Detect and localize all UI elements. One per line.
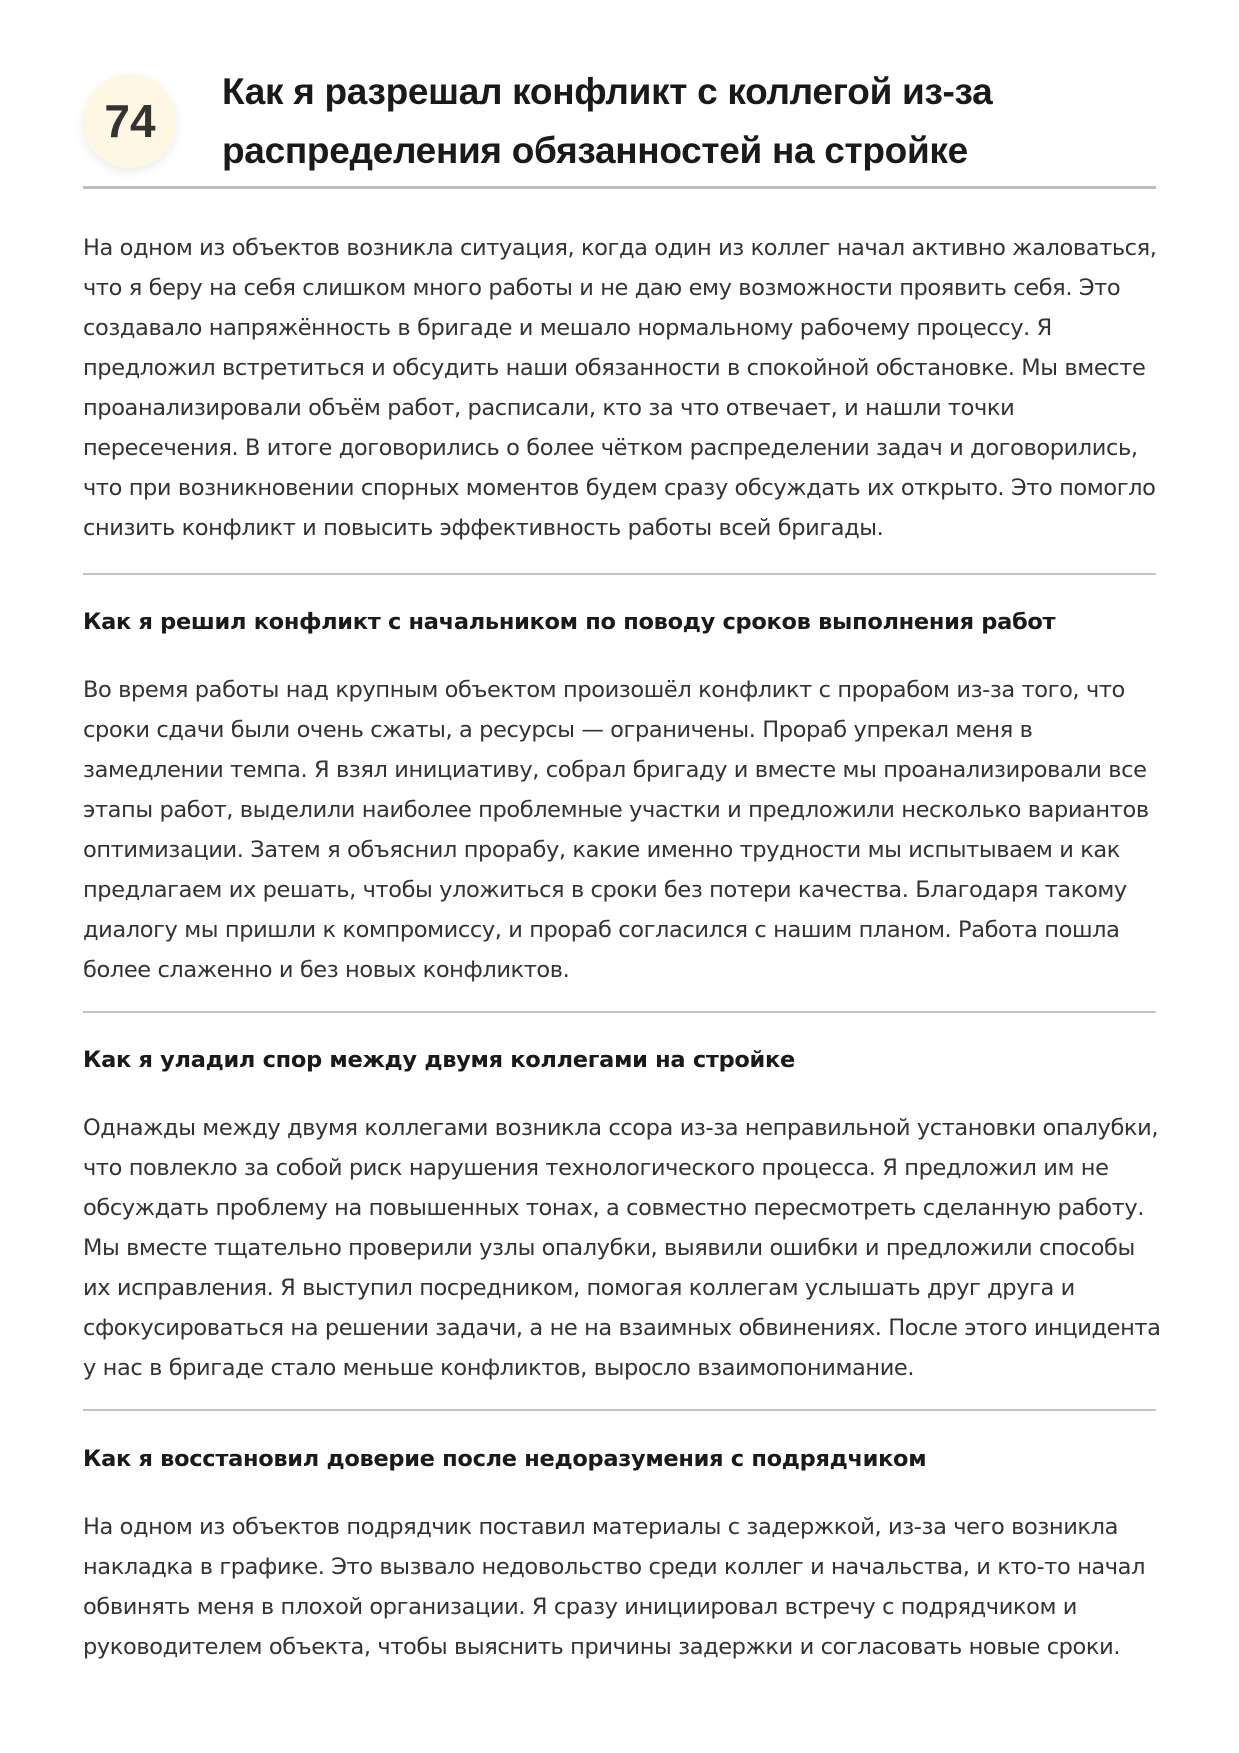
text-line: проанализировали объём работ, расписали, кто за что отвечает, и нашли точки: [83, 395, 1015, 421]
document-page: [83, 0, 1161, 1660]
section-divider: [83, 573, 1156, 575]
text-line: создавало напряжённость в бригаде и мешало нормальному рабочему процессу. Я: [83, 315, 1052, 341]
text-line: их исправления. Я выступил посредником, помогая коллегам услышать друг друга и: [83, 1275, 1075, 1301]
section-paragraph: [83, 1507, 1145, 1667]
text-line: предлагаем их решать, чтобы уложиться в сроки без потери качества. Благодаря такому: [83, 877, 1127, 903]
chapter-title-line: Как я разрешал конфликт с коллегой из-за: [222, 71, 993, 112]
text-line: оптимизации. Затем я объяснил прорабу, какие именно трудности мы испытываем и как: [83, 837, 1120, 863]
text-line: На одном из объектов возникла ситуация, когда один из коллег начал активно жаловаться,: [83, 235, 1157, 261]
text-line: что повлекло за собой риск нарушения технологического процесса. Я предложил им не: [83, 1155, 1109, 1181]
text-line: диалогу мы пришли к компромиссу, и прораб согласился с нашим планом. Работа пошла: [83, 917, 1120, 943]
text-line: у нас в бригаде стало меньше конфликтов, выросло взаимопонимание.: [83, 1355, 915, 1381]
chapter-header: [83, 0, 1156, 188]
text-line: что я беру на себя слишком много работы и не даю ему возможности проявить себя. Это: [83, 275, 1121, 301]
chapter-title-line: распределения обязанностей на стройке: [222, 130, 968, 171]
section-heading: Как я восстановил доверие после недоразумения с подрядчиком: [83, 1446, 927, 1472]
section-heading: Как я уладил спор между двумя коллегами на стройке: [83, 1047, 795, 1073]
text-line: что при возникновении спорных моментов будем сразу обсуждать их открыто. Это помогло: [83, 475, 1156, 501]
text-line: Во время работы над крупным объектом произошёл конфликт с прорабом из-за того, что: [83, 677, 1125, 703]
text-line: предложил встретиться и обсудить наши обязанности в спокойной обстановке. Мы вместе: [83, 355, 1146, 381]
section-paragraph: [83, 670, 1149, 990]
chapter-title: [222, 62, 1162, 180]
text-line: более слаженно и без новых конфликтов.: [83, 957, 570, 983]
section-paragraph: [83, 1108, 1161, 1388]
text-line: руководителем объекта, чтобы выяснить причины задержки и согласовать новые сроки.: [83, 1634, 1121, 1660]
chapter-number-badge: 74: [83, 74, 177, 168]
text-line: накладка в графике. Это вызвало недовольство среди коллег и начальства, и кто-то начал: [83, 1554, 1146, 1580]
text-line: сроки сдачи были очень сжаты, а ресурсы — ограничены. Прораб упрекал меня в: [83, 717, 1033, 743]
intro-paragraph: [83, 228, 1157, 548]
text-line: сфокусироваться на решении задачи, а не на взаимных обвинениях. После этого инцидента: [83, 1315, 1161, 1341]
text-line: обсуждать проблему на повышенных тонах, а совместно пересмотреть сделанную работу.: [83, 1195, 1145, 1221]
text-line: Мы вместе тщательно проверили узлы опалубки, выявили ошибки и предложили способы: [83, 1235, 1135, 1261]
text-line: обвинять меня в плохой организации. Я сразу инициировал встречу с подрядчиком и: [83, 1594, 1078, 1620]
section-heading: Как я решил конфликт с начальником по поводу сроков выполнения работ: [83, 609, 1056, 635]
text-line: замедлении темпа. Я взял инициативу, собрал бригаду и вместе мы проанализировали все: [83, 757, 1147, 783]
text-line: На одном из объектов подрядчик поставил материалы с задержкой, из-за чего возникла: [83, 1514, 1118, 1540]
text-line: этапы работ, выделили наиболее проблемные участки и предложили несколько вариантов: [83, 797, 1149, 823]
section-divider: [83, 1409, 1156, 1411]
text-line: Однажды между двумя коллегами возникла ссора из-за неправильной установки опалубки,: [83, 1115, 1159, 1141]
title-divider: [83, 186, 1156, 189]
text-line: пересечения. В итоге договорились о более чётком распределении задач и договорились,: [83, 435, 1138, 461]
section-divider: [83, 1011, 1156, 1013]
text-line: снизить конфликт и повысить эффективность работы всей бригады.: [83, 515, 884, 541]
